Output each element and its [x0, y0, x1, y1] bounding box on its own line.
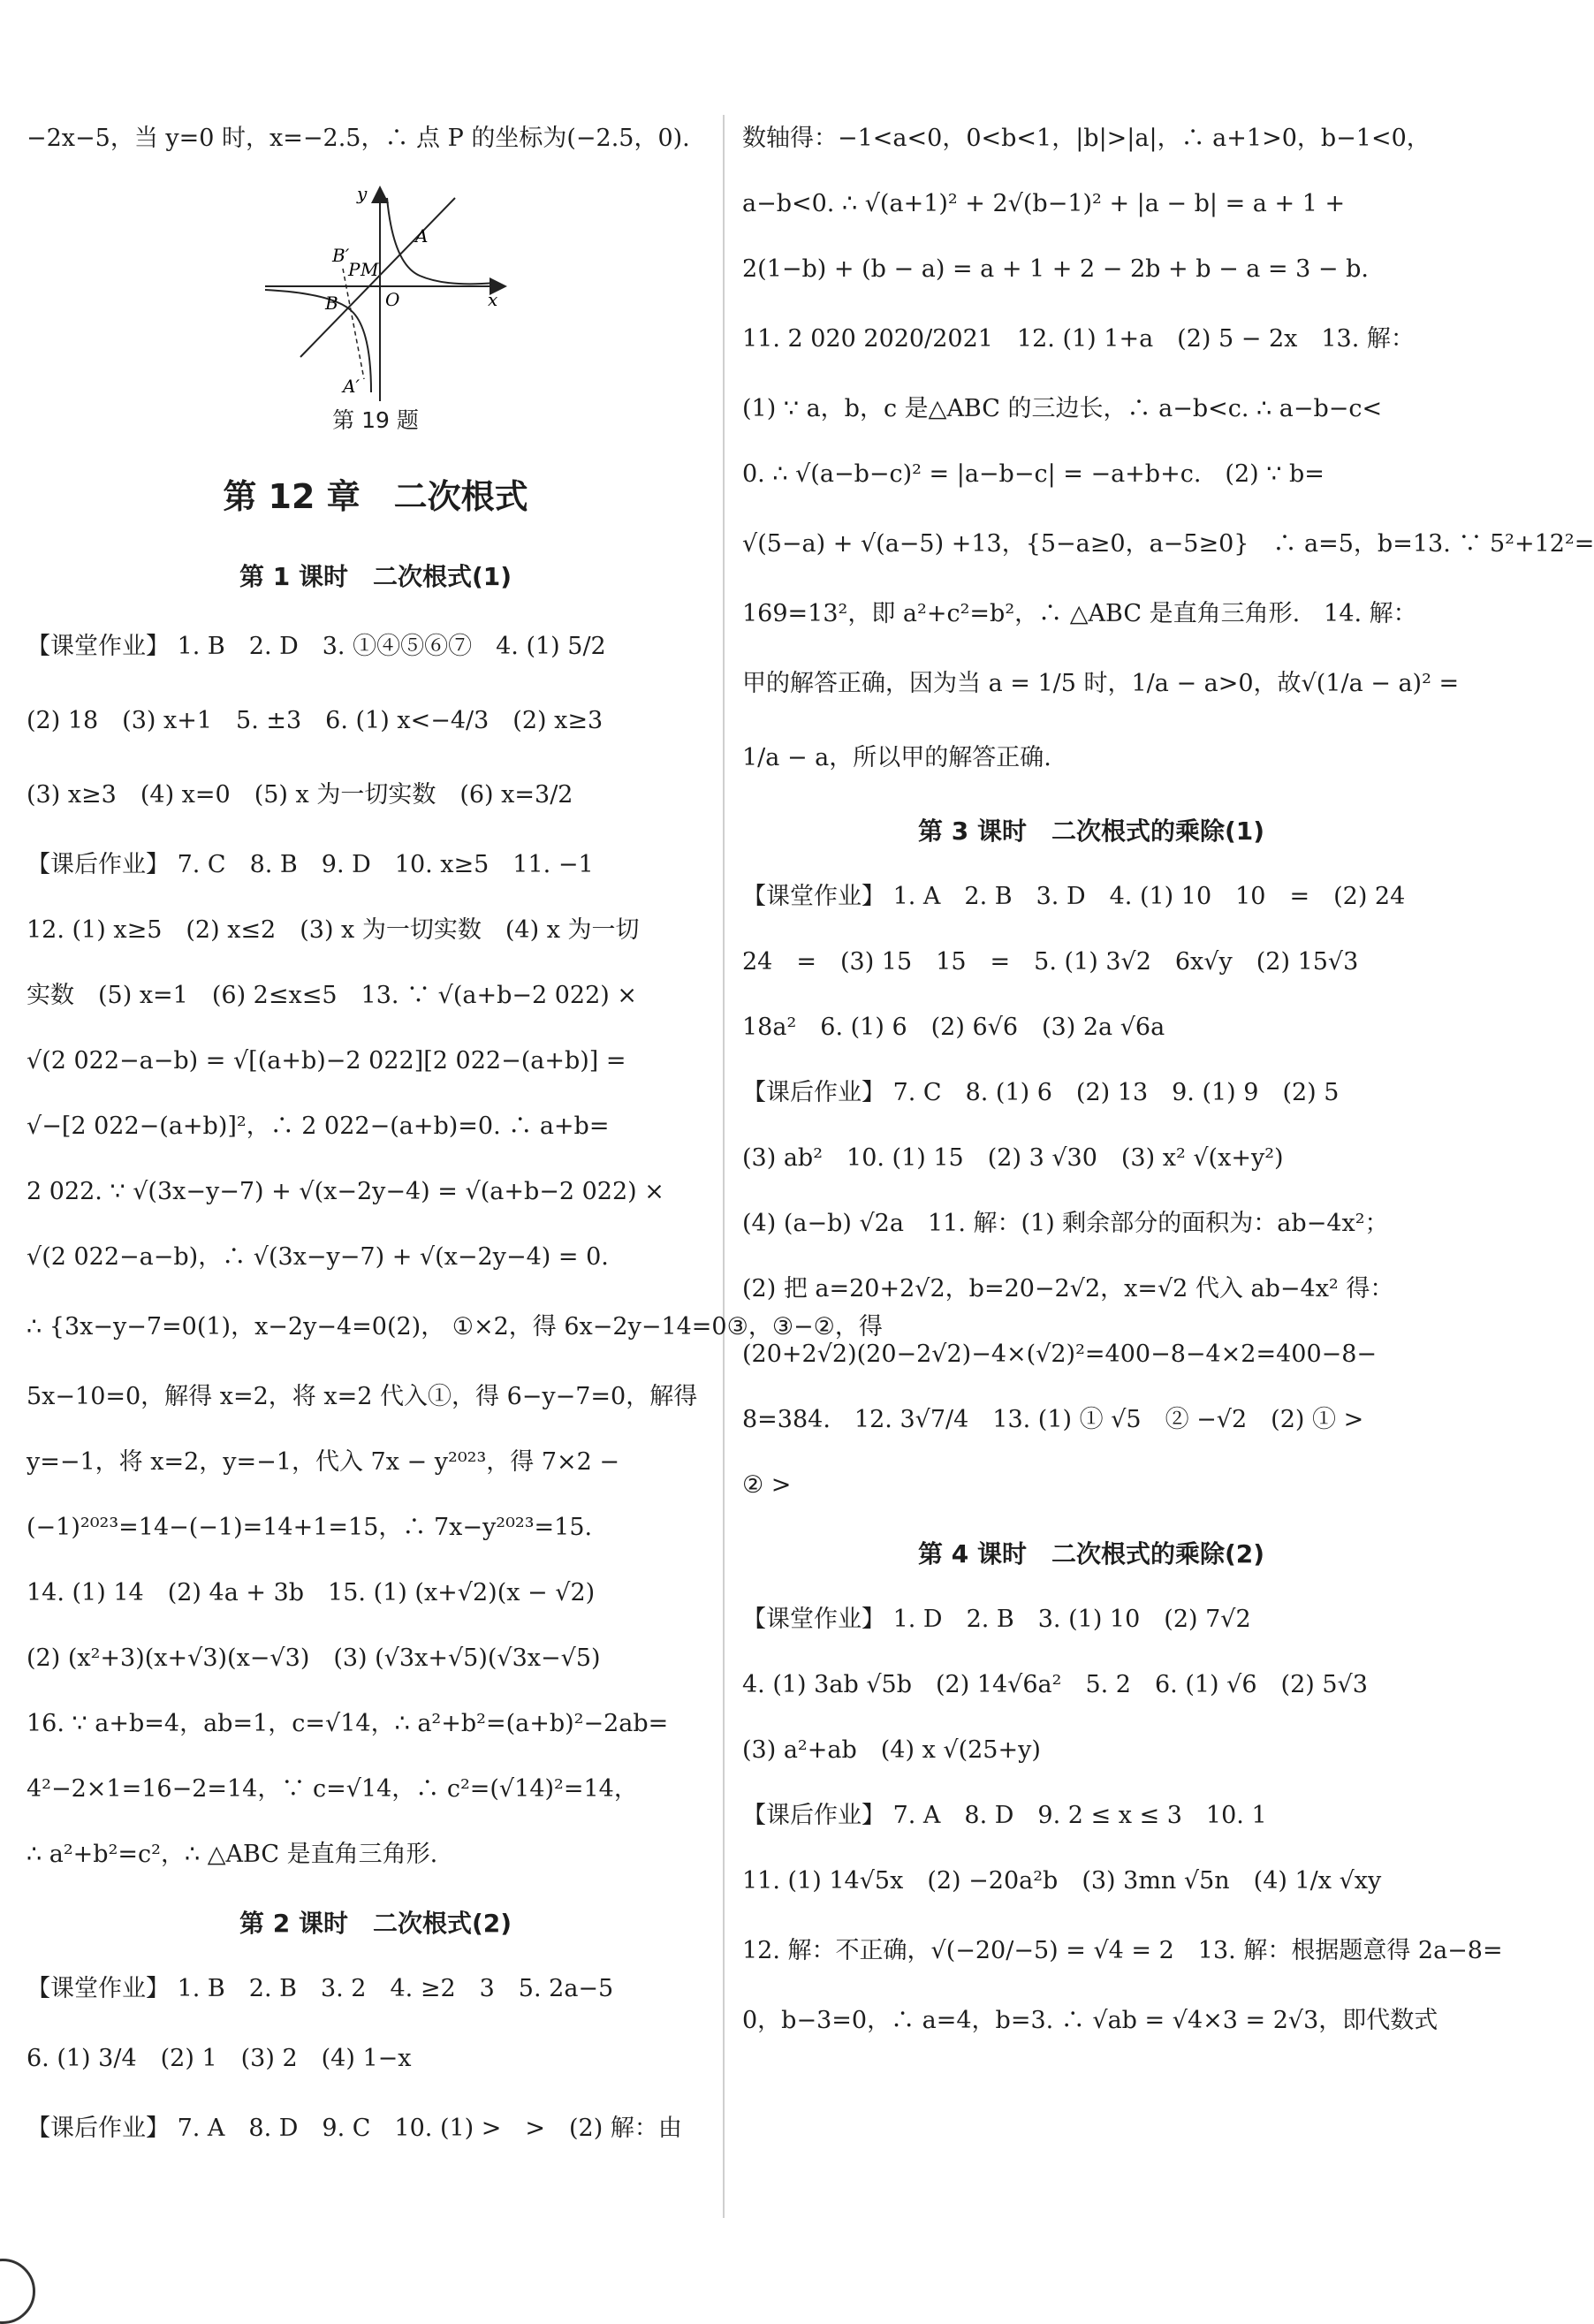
- text-line: 数轴得：−1<a<0，0<b<1，|b|>|a|，∴ a+1>0，b−1<0，: [742, 125, 1431, 152]
- lesson-title: 第 3 课时 二次根式的乘除(1): [917, 816, 1265, 846]
- text-line: √−[2 022−(a+b)]²，∴ 2 022−(a+b)=0. ∴ a+b=: [27, 1113, 610, 1140]
- text-line: ② >: [742, 1471, 792, 1499]
- text-line: 18a² 6. (1) 6 (2) 6√6 (3) 2a √6a: [742, 1014, 1165, 1041]
- hyperbola-graph: [247, 180, 512, 410]
- right-column: [742, 106, 1594, 2054]
- text-line: 【课堂作业】 1. D 2. B 3. (1) 10 (2) 7√2: [742, 1606, 1251, 1633]
- text-line: (2) (x²+3)(x+√3)(x−√3) (3) (√3x+√5)(√3x−√5): [27, 1644, 601, 1672]
- page-number-badge: [0, 2259, 35, 2324]
- text-line: 16. ∵ a+b=4，ab=1，c=√14，∴ a²+b²=(a+b)²−2ab=: [27, 1710, 669, 1737]
- text-line: 【课后作业】 7. C 8. B 9. D 10. x≥5 11. −1: [27, 851, 594, 878]
- text-line: (1) ∵ a，b，c 是△ABC 的三边长，∴ a−b<c. ∴ a−b−c<: [742, 395, 1383, 422]
- text-line: (−1)²⁰²³=14−(−1)=14+1=15，∴ 7x−y²⁰²³=15.: [27, 1514, 593, 1541]
- point-a-prime-label: A′: [343, 376, 360, 397]
- origin-label: O: [385, 289, 400, 310]
- text-line: 6. (1) 3/4 (2) 1 (3) 2 (4) 1−x: [27, 2045, 412, 2072]
- point-a-label: A: [415, 225, 429, 247]
- text-line: 2 022. ∵ √(3x−y−7) + √(x−2y−4) = √(a+b−2 022) ×: [27, 1178, 664, 1205]
- text-line: −2x−5，当 y=0 时，x=−2.5，∴ 点 P 的坐标为(−2.5，0).: [27, 125, 690, 152]
- text-line: 0，b−3=0，∴ a=4，b=3. ∴ √ab = √4×3 = 2√3，即代数式: [742, 2007, 1438, 2034]
- text-line: a−b<0. ∴ √(a+1)² + 2√(b−1)² + |a − b| = a + 1 +: [742, 190, 1346, 217]
- text-line: (20+2√2)(20−2√2)−4×(√2)²=400−8−4×2=400−8−: [742, 1340, 1378, 1368]
- lesson-title: 第 1 课时 二次根式(1): [239, 562, 512, 591]
- text-line: √(2 022−a−b) = √[(a+b)−2 022][2 022−(a+b)] =: [27, 1047, 626, 1075]
- text-line: 8=384. 12. 3√7/4 13. (1) ① √5 ② −√2 (2) ① >: [742, 1406, 1364, 1433]
- text-line: (3) ab² 10. (1) 15 (2) 3 √30 (3) x² √(x+y²): [742, 1144, 1284, 1172]
- text-line: 11. 2 020 2020/2021 12. (1) 1+a (2) 5 − 2x 13. 解：: [742, 325, 1415, 353]
- text-line: 实数 (5) x=1 (6) 2≤x≤5 13. ∵ √(a+b−2 022) ×: [27, 982, 638, 1009]
- point-b-label: B: [325, 292, 338, 314]
- text-line: 5x−10=0，解得 x=2，将 x=2 代入①，得 6−y−7=0，解得: [27, 1383, 698, 1410]
- text-line: 【课后作业】 7. A 8. D 9. C 10. (1) > > (2) 解：由: [27, 2115, 682, 2142]
- text-line: ∴ a²+b²=c²，∴ △ABC 是直角三角形.: [27, 1841, 438, 1868]
- figure-caption: 第 19 题: [332, 407, 419, 433]
- text-line: 【课后作业】 7. A 8. D 9. 2 ≤ x ≤ 3 10. 1: [742, 1802, 1267, 1829]
- point-p-label: P: [348, 259, 361, 280]
- hyperbola-branch-1: [387, 198, 495, 284]
- text-line: 1/a − a，所以甲的解答正确.: [742, 744, 1051, 771]
- text-line: (2) 把 a=20+2√2，b=20−2√2，x=√2 代入 ab−4x² 得：: [742, 1275, 1394, 1303]
- figure-q19: [27, 171, 725, 445]
- text-line: (4) (a−b) √2a 11. 解：(1) 剩余部分的面积为：ab−4x²；: [742, 1210, 1389, 1237]
- text-line: (3) a²+ab (4) x √(25+y): [742, 1736, 1041, 1764]
- lesson-title: 第 4 课时 二次根式的乘除(2): [917, 1539, 1265, 1568]
- point-b-prime-label: B′: [332, 245, 350, 266]
- text-line: (3) x≥3 (4) x=0 (5) x 为一切实数 (6) x=3/2: [27, 781, 573, 809]
- text-line: (2) 18 (3) x+1 5. ±3 6. (1) x<−4/3 (2) x≥3: [27, 707, 603, 734]
- text-line: √(5−a) + √(a−5) +13，{5−a≥0，a−5≥0} ∴ a=5，b=13. ∵ 5²+12²=: [742, 530, 1594, 558]
- chapter-title: 第 12 章 二次根式: [223, 476, 528, 516]
- text-line: 12. (1) x≥5 (2) x≤2 (3) x 为一切实数 (4) x 为一切: [27, 916, 640, 944]
- y-label: y: [357, 183, 368, 204]
- text-line: 11. (1) 14√5x (2) −20a²b (3) 3mn √5n (4) 1/x √xy: [742, 1867, 1382, 1895]
- left-column: [27, 106, 883, 2161]
- text-line: 甲的解答正确，因为当 a = 1/5 时，1/a − a>0，故√(1/a − a)² =: [742, 670, 1460, 697]
- text-line: 24 = (3) 15 15 = 5. (1) 3√2 6x√y (2) 15√3: [742, 948, 1359, 976]
- text-line: 【课堂作业】 1. B 2. B 3. 2 4. ≥2 3 5. 2a−5: [27, 1975, 614, 2002]
- text-line: 【课堂作业】 1. B 2. D 3. ①④⑤⑥⑦ 4. (1) 5/2: [27, 633, 606, 660]
- text-line: 169=13²，即 a²+c²=b²，∴ △ABC 是直角三角形. 14. 解：: [742, 600, 1417, 627]
- text-line: 4²−2×1=16−2=14，∵ c=√14，∴ c²=(√14)²=14，: [27, 1775, 638, 1803]
- text-line: 0. ∴ √(a−b−c)² = |a−b−c| = −a+b+c. (2) ∵ b=: [742, 460, 1325, 488]
- text-line: 2(1−b) + (b − a) = a + 1 + 2 − 2b + b − a = 3 − b.: [742, 255, 1370, 283]
- text-line: y=−1，将 x=2，y=−1，代入 7x − y²⁰²³，得 7×2 −: [27, 1448, 620, 1476]
- text-line: 【课后作业】 7. C 8. (1) 6 (2) 13 9. (1) 9 (2) 5: [742, 1079, 1340, 1106]
- point-m-label: M: [361, 259, 379, 280]
- text-line: 4. (1) 3ab √5b (2) 14√6a² 5. 2 6. (1) √6 (2) 5√3: [742, 1671, 1368, 1698]
- text-line: ∴ {3x−y−7=0(1)，x−2y−4=0(2)， ①×2，得 6x−2y−14=0③，③−②，得: [27, 1313, 883, 1340]
- x-label: x: [488, 289, 498, 310]
- text-line: 12. 解：不正确，√(−20/−5) = √4 = 2 13. 解：根据题意得 2a−8=: [742, 1937, 1503, 1964]
- text-line: 14. (1) 14 (2) 4a + 3b 15. (1) (x+√2)(x − √2): [27, 1579, 596, 1606]
- text-line: 【课堂作业】 1. A 2. B 3. D 4. (1) 10 10 = (2) 24: [742, 883, 1406, 910]
- lesson-title: 第 2 课时 二次根式(2): [239, 1909, 512, 1938]
- text-line: √(2 022−a−b)，∴ √(3x−y−7) + √(x−2y−4) = 0.: [27, 1243, 609, 1271]
